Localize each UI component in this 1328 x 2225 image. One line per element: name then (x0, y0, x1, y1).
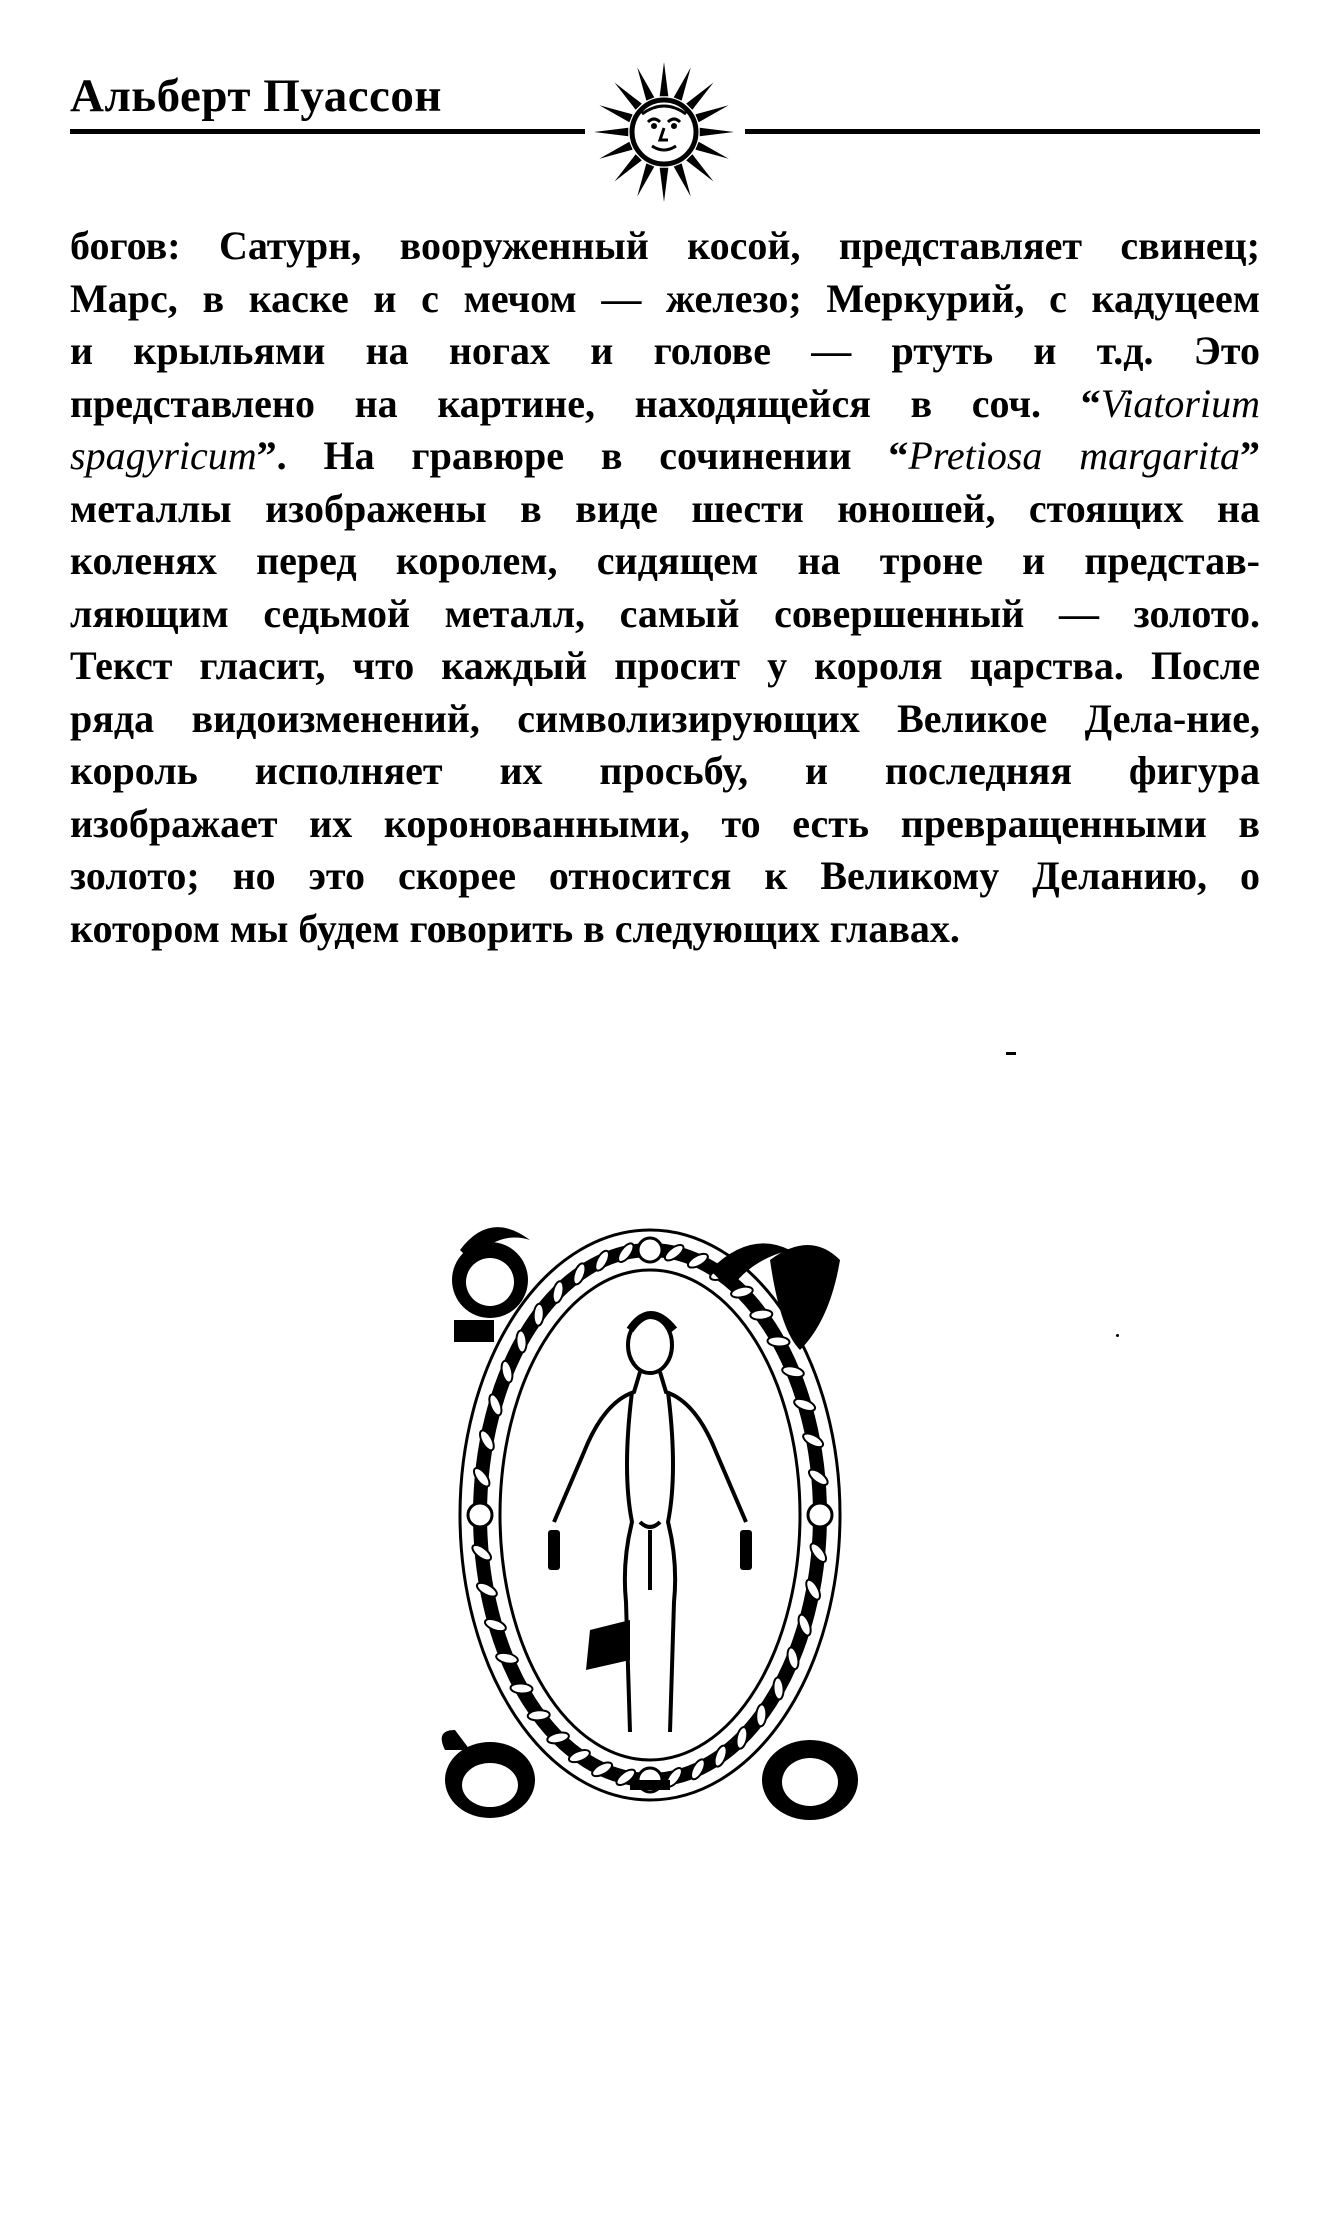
text-line (70, 378, 1260, 431)
text-line (70, 535, 1260, 588)
sun-face-ornament-icon (590, 60, 738, 205)
text-line (70, 693, 1260, 746)
header-rule-left (70, 129, 585, 134)
text-segment: коленях перед королем, сидящем на троне и представ- (70, 538, 1260, 583)
text-line (70, 220, 1260, 273)
running-header-title: Альберт Пуассон (70, 70, 443, 122)
italic-title-text: spagyricum (70, 433, 257, 478)
running-header (70, 60, 1260, 205)
text-line (70, 798, 1260, 851)
text-line (70, 325, 1260, 378)
text-segment: металлы изображены в виде шести юношей, стоящих на (70, 485, 1260, 531)
text-segment: богов: Сатурн, вооруженный косой, представляет свинец; (70, 223, 1260, 268)
text-segment: ”. На гравюре в сочинении “ (256, 433, 909, 478)
text-segment: золото; но это скорее относится к Великому Деланию, о (70, 853, 1260, 898)
wreath-with-figure-engraving-icon (440, 1210, 860, 1820)
text-segment: и крыльями на ногах и голове — ртуть и т.д. Это (70, 328, 1260, 373)
text-line (70, 483, 1260, 536)
text-segment: Текст гласит, что каждый просит у короля царства. После (70, 643, 1260, 688)
text-segment: котором мы будем говорить в следующих главах. (70, 905, 960, 951)
text-line (70, 273, 1260, 326)
print-speck (1116, 1334, 1119, 1337)
text-segment: ляющим седьмой металл, самый совершенный — золото. (70, 590, 1260, 636)
text-segment: изображает их коронованными, то есть превращенными в (70, 800, 1260, 846)
print-speck (1006, 1052, 1016, 1055)
text-segment: ” (1240, 433, 1260, 478)
text-line (70, 850, 1260, 903)
text-segment: представлено на картине, находящейся в соч. “ (70, 380, 1101, 426)
text-line (70, 430, 1260, 483)
body-paragraph (70, 220, 1260, 955)
text-line (70, 903, 1260, 956)
header-rule-right (745, 129, 1260, 134)
text-line (70, 745, 1260, 798)
text-segment: ряда видоизменений, символизирующих Великое Дела-ние, (70, 695, 1260, 741)
text-segment: Марс, в каске и с мечом — железо; Меркурий, с кадуцеем (70, 275, 1260, 321)
italic-title-text: Viatorium (1100, 380, 1260, 426)
text-line (70, 588, 1260, 641)
text-line (70, 640, 1260, 693)
text-segment: король исполняет их просьбу, и последняя фигура (70, 748, 1260, 793)
italic-title-text: Pretiosa margarita (908, 433, 1240, 478)
